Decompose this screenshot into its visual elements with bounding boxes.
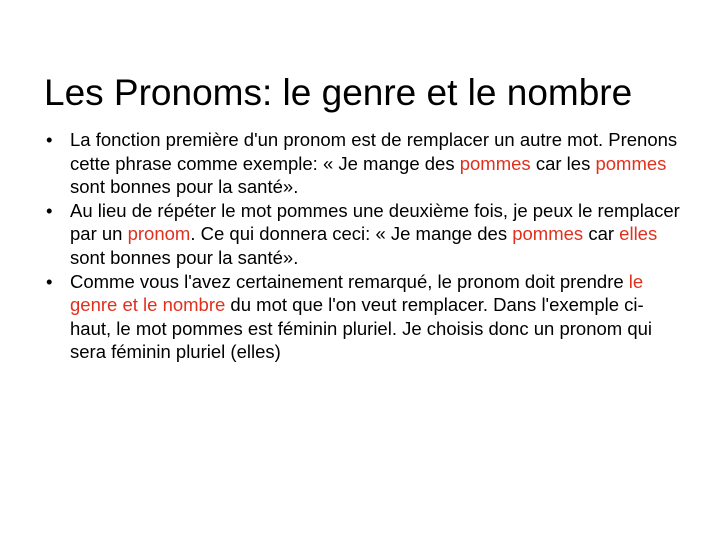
bullet-text: car — [583, 223, 620, 245]
bullet-item — [46, 270, 682, 364]
slide-title: Les Pronoms: le genre et le nombre — [44, 71, 633, 113]
bullet-text: sont bonnes pour la santé». — [70, 246, 299, 268]
bullet-text: La fonction première d'un pronom est de remplacer un autre mot. Prenons cette phrase comme exemple: « Je mange des — [70, 129, 678, 174]
bullet-dot-icon: • — [46, 129, 53, 150]
highlighted-word: pommes — [595, 152, 667, 174]
bullet-item — [46, 128, 682, 199]
bullet-dot-icon: • — [46, 199, 53, 221]
bullet-text: Au lieu de répéter le mot pommes une deuxième fois, je peux le remplacer par un — [70, 199, 680, 245]
bullet-text: sont bonnes pour la santé». — [70, 176, 299, 198]
bullet-text: Comme vous l'avez certainement remarqué, le pronom doit prendre — [70, 270, 629, 292]
highlighted-word: pommes — [459, 152, 531, 174]
highlighted-word: pronom — [127, 223, 191, 245]
bullet-text: . Ce qui donnera ceci: « Je mange des — [190, 223, 513, 245]
highlighted-phrase: le genre et le nombre — [70, 270, 644, 316]
bullet-text: du mot que l'on veut remplacer. Dans l'exemple ci-haut, le mot pommes est féminin pluriel. Je choisis donc un pronom qui sera féminin pluriel (elles) — [70, 294, 653, 363]
highlighted-word: elles — [619, 223, 658, 245]
bullet-dot-icon: • — [46, 270, 53, 292]
bullet-list — [46, 128, 682, 364]
bullet-text: car les — [530, 152, 596, 174]
bullet-item — [46, 199, 682, 270]
highlighted-word: pommes — [512, 223, 584, 245]
